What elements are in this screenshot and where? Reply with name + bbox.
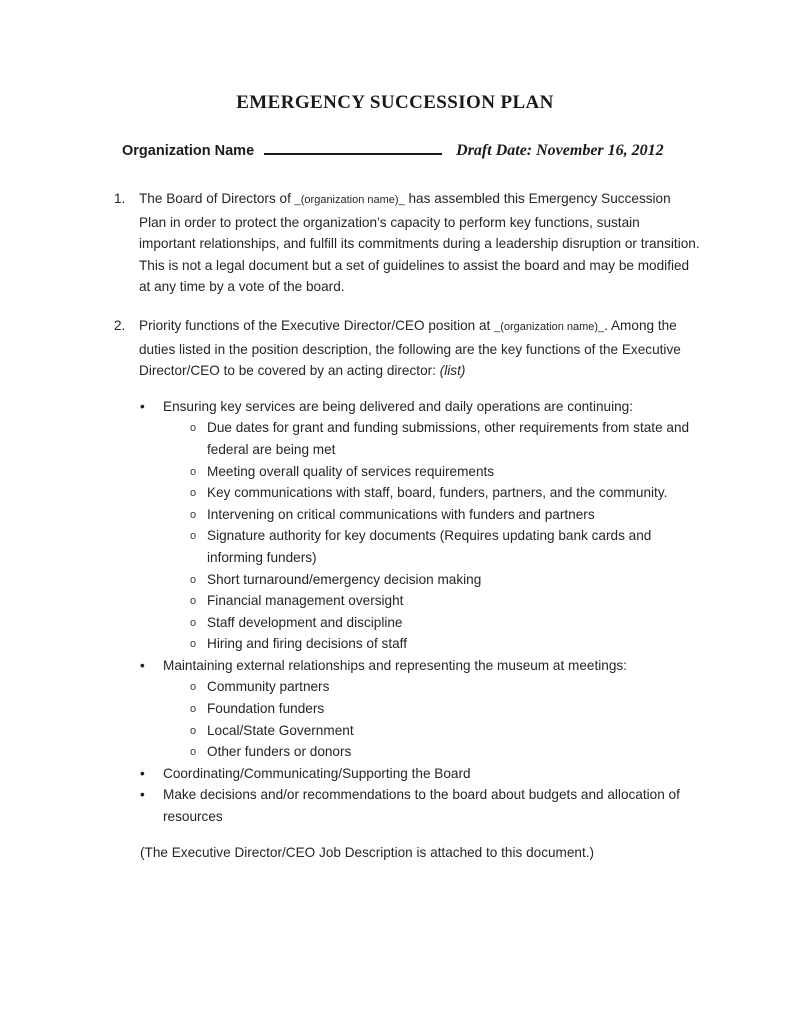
bullet-icon: • <box>140 657 145 673</box>
list-item-label: Make decisions and/or recommendations to the board about budgets and allocation of resources <box>163 787 680 825</box>
organization-name-blank-field[interactable] <box>264 141 442 155</box>
closing-note: (The Executive Director/CEO Job Description is attached to this document.) <box>140 844 595 860</box>
spacer <box>0 382 790 396</box>
list-item-label: Intervening on critical communications with funders and partners <box>207 506 595 522</box>
list-item-label: Financial management oversight <box>207 593 404 609</box>
circle-bullet-icon: o <box>190 703 197 716</box>
list-item <box>190 461 698 483</box>
paragraph-text-after: has assembled this Emergency Succession Plan in order to protect the organization’s capacity to perform key functions, sustain important relationships, and fulfill its commitments during a leadership disruption or transition. This is not a legal document but a set of guidelines to assist the board and may be modified at any time by a vote of the board. <box>139 191 700 295</box>
circle-bullet-icon: o <box>190 508 197 521</box>
list-hint-italic: (list) <box>439 363 466 379</box>
list-item <box>190 612 698 634</box>
circle-bullet-icon: o <box>190 746 197 759</box>
circle-bullet-icon: o <box>190 724 197 737</box>
list-item <box>140 655 702 677</box>
list-item <box>190 741 698 763</box>
list-item <box>190 482 698 504</box>
list-item-label: Coordinating/Communicating/Supporting the Board <box>163 765 471 781</box>
numbered-paragraph-2 <box>114 315 700 382</box>
list-item <box>190 417 698 460</box>
list-item-label: Meeting overall quality of services requirements <box>207 463 495 479</box>
organization-placeholder: _(organization name)_ <box>494 320 605 333</box>
list-item <box>140 763 702 785</box>
list-item-label: Other funders or donors <box>207 744 352 760</box>
page-title: EMERGENCY SUCCESSION PLAN <box>236 92 554 113</box>
spacer <box>0 828 790 842</box>
list-item <box>190 676 698 698</box>
spacer <box>0 298 790 315</box>
list-item-label: Signature authority for key documents (Requires updating bank cards and informing funders) <box>207 528 652 565</box>
bullet-icon: • <box>140 787 145 803</box>
list-item <box>190 504 698 526</box>
list-item <box>190 633 698 655</box>
list-item-label: Community partners <box>207 679 330 695</box>
paragraph-text-after: . Among the duties listed in the position description, the following are the key functions of the Executive Director/CEO to be covered by an acting director: <box>139 317 681 379</box>
list-item-label: Key communications with staff, board, funders, partners, and the community. <box>207 485 668 501</box>
list-item-label: Hiring and firing decisions of staff <box>207 636 407 652</box>
list-item-label: Short turnaround/emergency decision making <box>207 571 482 587</box>
circle-bullet-icon: o <box>190 487 197 500</box>
paragraph-text-before: Priority functions of the Executive Director/CEO position at <box>139 317 495 333</box>
list-item-label: Ensuring key services are being delivered and daily operations are continuing: <box>163 398 634 414</box>
list-item <box>140 784 702 827</box>
list-item-label: Due dates for grant and funding submissions, other requirements from state and federal are being met <box>207 420 690 457</box>
list-item <box>190 590 698 612</box>
circle-bullet-icon: o <box>190 681 197 694</box>
circle-bullet-icon: o <box>190 616 197 629</box>
list-marker: 1. <box>114 191 126 206</box>
draft-date-text: Draft Date: November 16, 2012 <box>456 142 664 159</box>
list-item <box>140 396 702 418</box>
paragraph-text-before: The Board of Directors of <box>139 191 295 206</box>
list-marker: 2. <box>114 317 126 333</box>
circle-bullet-icon: o <box>190 465 197 478</box>
list-item <box>190 698 698 720</box>
circle-bullet-icon: o <box>190 422 197 435</box>
document-body <box>0 188 790 863</box>
organization-name-label: Organization Name <box>122 143 255 159</box>
circle-bullet-icon: o <box>190 530 197 543</box>
document-header-line <box>122 141 702 163</box>
circle-bullet-icon: o <box>190 573 197 586</box>
organization-placeholder: _(organization name)_ <box>294 194 405 206</box>
list-item <box>190 720 698 742</box>
circle-bullet-icon: o <box>190 638 197 651</box>
list-item <box>190 525 698 568</box>
list-item-label: Staff development and discipline <box>207 614 403 630</box>
numbered-paragraph-1 <box>114 188 700 298</box>
list-item-label: Foundation funders <box>207 701 325 717</box>
bullet-icon: • <box>140 765 145 781</box>
bullet-icon: • <box>140 398 145 414</box>
list-item <box>190 569 698 591</box>
list-item-label: Local/State Government <box>207 722 354 738</box>
list-item-label: Maintaining external relationships and representing the museum at meetings: <box>163 657 627 673</box>
circle-bullet-icon: o <box>190 595 197 608</box>
